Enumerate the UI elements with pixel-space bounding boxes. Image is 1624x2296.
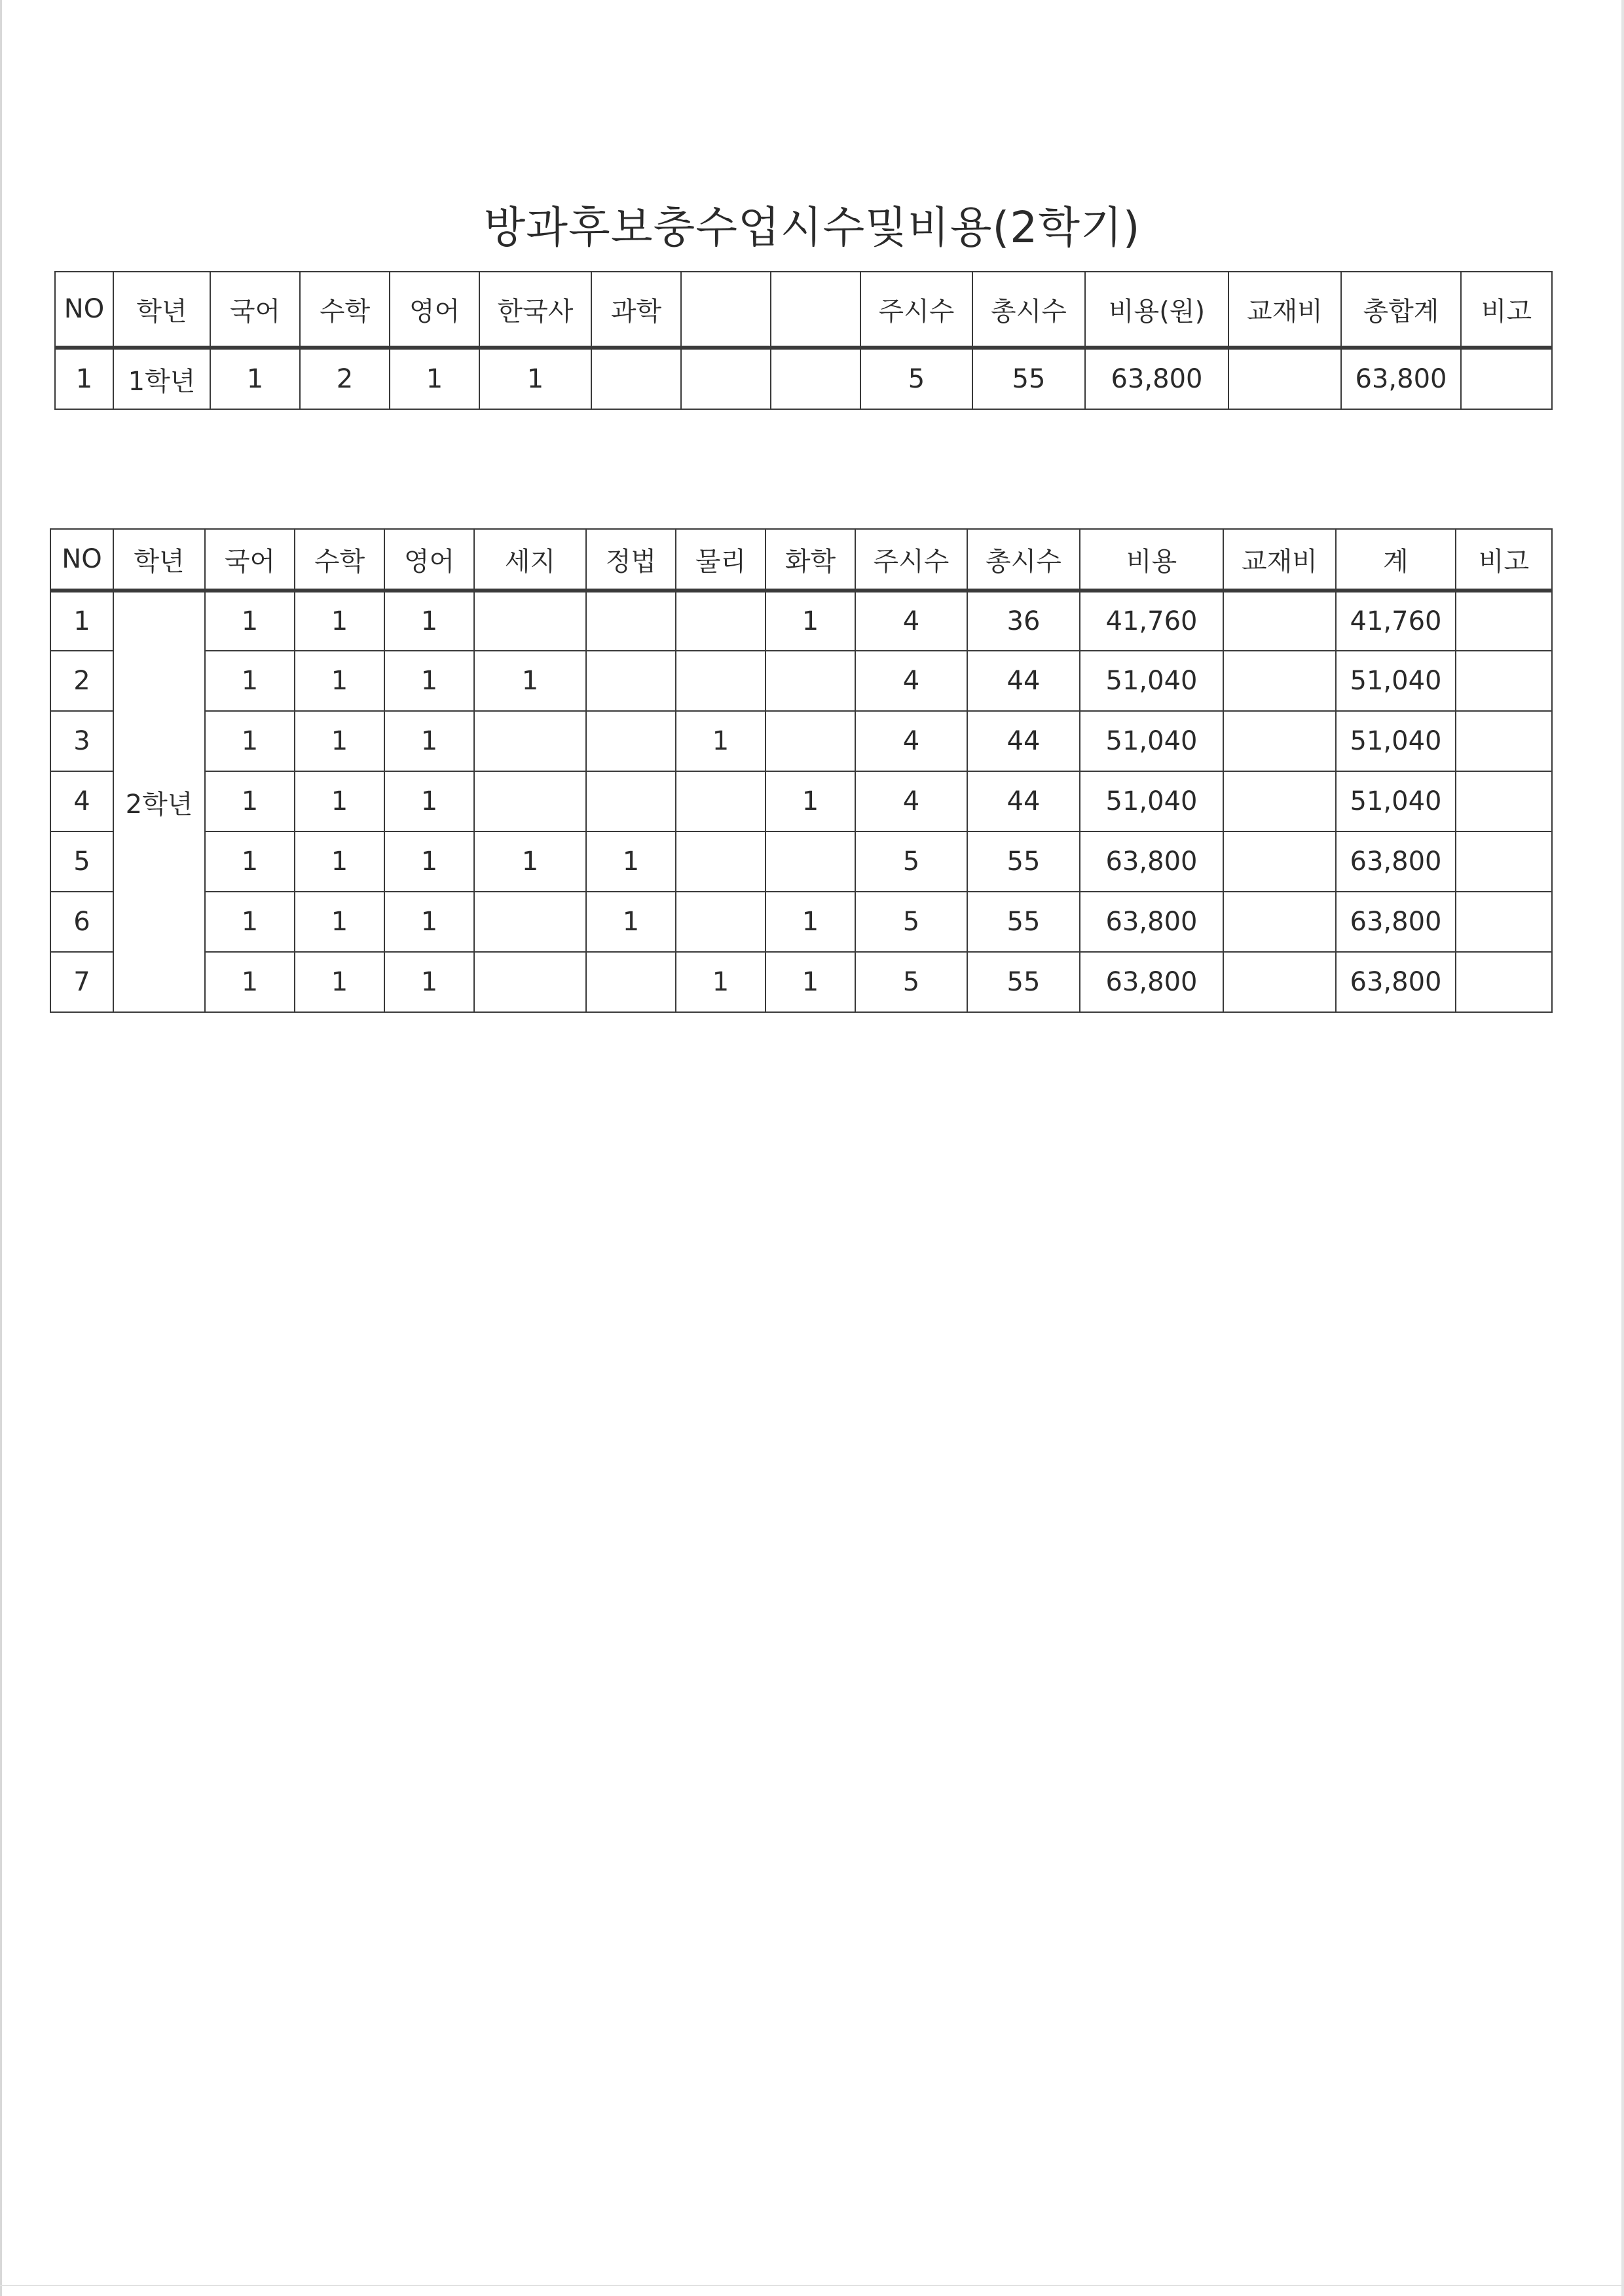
header-cell: 한국사 bbox=[479, 272, 591, 348]
table-cell: 1 bbox=[50, 591, 113, 651]
header-cell: 물리 bbox=[676, 529, 766, 591]
table-cell: 1 bbox=[479, 348, 591, 409]
table-cell bbox=[1456, 591, 1552, 651]
table-cell bbox=[586, 711, 676, 771]
table-cell: 1 bbox=[384, 831, 474, 892]
header-cell: 학년 bbox=[113, 272, 210, 348]
table-cell bbox=[766, 711, 855, 771]
header-cell: NO bbox=[50, 529, 113, 591]
table-cell: 51,040 bbox=[1336, 711, 1456, 771]
page-title: 방과후보충수업시수및비용(2학기) bbox=[483, 202, 1141, 253]
header-cell: 주시수 bbox=[860, 272, 972, 348]
table-cell: 5 bbox=[855, 892, 967, 952]
table-cell: 1 bbox=[205, 831, 295, 892]
table-cell: 63,800 bbox=[1341, 348, 1461, 409]
table-cell: 1 bbox=[384, 651, 474, 711]
table-cell: 1 bbox=[390, 348, 479, 409]
table-cell: 1 bbox=[205, 711, 295, 771]
table-cell bbox=[586, 591, 676, 651]
header-cell bbox=[771, 272, 860, 348]
table-cell: 2 bbox=[300, 348, 390, 409]
header-cell: 정법 bbox=[586, 529, 676, 591]
header-cell: 총시수 bbox=[967, 529, 1080, 591]
table-cell: 1 bbox=[766, 771, 855, 831]
header-cell: 주시수 bbox=[855, 529, 967, 591]
table-cell: 5 bbox=[50, 831, 113, 892]
table-cell: 51,040 bbox=[1080, 711, 1223, 771]
table-cell bbox=[586, 651, 676, 711]
table-cell: 1 bbox=[384, 892, 474, 952]
table-cell: 55 bbox=[967, 831, 1080, 892]
header-cell: 영어 bbox=[390, 272, 479, 348]
table-cell: 1 bbox=[384, 771, 474, 831]
table-cell: 1 bbox=[295, 651, 384, 711]
scan-edge-left bbox=[0, 0, 2, 2296]
table-cell bbox=[1223, 952, 1336, 1012]
table-cell: 4 bbox=[855, 651, 967, 711]
table-header-row bbox=[55, 272, 1552, 348]
table-cell bbox=[1456, 711, 1552, 771]
table-cell: 44 bbox=[967, 711, 1080, 771]
header-cell: 과학 bbox=[591, 272, 681, 348]
header-cell: 수학 bbox=[300, 272, 390, 348]
table-cell: 2 bbox=[50, 651, 113, 711]
table-cell bbox=[1461, 348, 1552, 409]
table-cell: 1 bbox=[205, 651, 295, 711]
table-cell bbox=[1456, 892, 1552, 952]
table-cell: 51,040 bbox=[1080, 651, 1223, 711]
table-cell: 1 bbox=[474, 651, 586, 711]
table-cell: 55 bbox=[967, 952, 1080, 1012]
header-cell: 교재비 bbox=[1228, 272, 1341, 348]
table-cell bbox=[1456, 771, 1552, 831]
table-cell bbox=[1223, 591, 1336, 651]
table-cell: 5 bbox=[855, 952, 967, 1012]
table-cell: 1 bbox=[205, 952, 295, 1012]
table-cell: 1 bbox=[205, 892, 295, 952]
header-cell: 총합계 bbox=[1341, 272, 1461, 348]
table-cell: 1 bbox=[205, 591, 295, 651]
table-cell: 63,800 bbox=[1085, 348, 1228, 409]
header-cell: 세지 bbox=[474, 529, 586, 591]
table-cell: 63,800 bbox=[1080, 952, 1223, 1012]
table-row bbox=[50, 771, 1552, 831]
table-cell: 41,760 bbox=[1080, 591, 1223, 651]
header-cell: 비용 bbox=[1080, 529, 1223, 591]
table-cell: 4 bbox=[855, 771, 967, 831]
table-cell: 1 bbox=[295, 711, 384, 771]
table-cell: 1 bbox=[586, 892, 676, 952]
table-cell bbox=[474, 591, 586, 651]
header-cell bbox=[681, 272, 771, 348]
table-cell bbox=[676, 591, 766, 651]
table-cell: 1 bbox=[384, 711, 474, 771]
scan-edge-bottom bbox=[0, 2285, 1624, 2286]
header-cell: 국어 bbox=[205, 529, 295, 591]
table-cell bbox=[1223, 651, 1336, 711]
header-cell: 비용(원) bbox=[1085, 272, 1228, 348]
header-cell: 비고 bbox=[1456, 529, 1552, 591]
table-cell bbox=[586, 952, 676, 1012]
table-cell: 55 bbox=[972, 348, 1085, 409]
table-cell bbox=[474, 771, 586, 831]
header-cell: 교재비 bbox=[1223, 529, 1336, 591]
table-cell: 1 bbox=[676, 952, 766, 1012]
table-cell bbox=[1223, 771, 1336, 831]
table-cell bbox=[676, 771, 766, 831]
table-cell: 51,040 bbox=[1336, 651, 1456, 711]
table-row bbox=[50, 831, 1552, 892]
table-cell: 4 bbox=[855, 591, 967, 651]
table-cell bbox=[1456, 952, 1552, 1012]
table-cell bbox=[676, 651, 766, 711]
grade2-hours-cost-table bbox=[50, 528, 1553, 1013]
table-cell: 1 bbox=[295, 892, 384, 952]
header-cell: NO bbox=[55, 272, 113, 348]
table-cell: 1학년 bbox=[113, 348, 210, 409]
header-cell: 비고 bbox=[1461, 272, 1552, 348]
table-cell: 55 bbox=[967, 892, 1080, 952]
table-row bbox=[50, 892, 1552, 952]
table-row bbox=[55, 348, 1552, 409]
table-cell: 1 bbox=[676, 711, 766, 771]
table-cell: 63,800 bbox=[1080, 831, 1223, 892]
table-cell bbox=[474, 952, 586, 1012]
table-header-row bbox=[50, 529, 1552, 591]
header-cell: 총시수 bbox=[972, 272, 1085, 348]
table-cell: 1 bbox=[766, 952, 855, 1012]
table-cell: 4 bbox=[50, 771, 113, 831]
table-cell: 1 bbox=[295, 771, 384, 831]
table-cell: 51,040 bbox=[1336, 771, 1456, 831]
table-cell: 63,800 bbox=[1080, 892, 1223, 952]
table-cell: 1 bbox=[586, 831, 676, 892]
table-cell: 7 bbox=[50, 952, 113, 1012]
table-cell: 5 bbox=[855, 831, 967, 892]
table-cell: 1 bbox=[295, 831, 384, 892]
table-cell bbox=[766, 831, 855, 892]
table-cell: 6 bbox=[50, 892, 113, 952]
table-cell bbox=[771, 348, 860, 409]
table-cell: 63,800 bbox=[1336, 952, 1456, 1012]
table-cell: 1 bbox=[384, 591, 474, 651]
table-cell bbox=[676, 892, 766, 952]
table-cell: 1 bbox=[205, 771, 295, 831]
table-cell: 44 bbox=[967, 651, 1080, 711]
table-cell: 1 bbox=[384, 952, 474, 1012]
table-row bbox=[50, 711, 1552, 771]
table-cell: 44 bbox=[967, 771, 1080, 831]
table-cell: 41,760 bbox=[1336, 591, 1456, 651]
table-cell bbox=[474, 892, 586, 952]
table-cell bbox=[1228, 348, 1341, 409]
table-cell bbox=[591, 348, 681, 409]
header-cell: 학년 bbox=[113, 529, 205, 591]
scan-edge-right bbox=[1621, 0, 1624, 2296]
table-cell bbox=[766, 651, 855, 711]
table-cell: 4 bbox=[855, 711, 967, 771]
table-cell bbox=[586, 771, 676, 831]
table-cell bbox=[474, 711, 586, 771]
table-cell: 1 bbox=[55, 348, 113, 409]
table-cell: 36 bbox=[967, 591, 1080, 651]
grade1-hours-cost-table bbox=[54, 271, 1553, 410]
table-row bbox=[50, 591, 1552, 651]
table-cell bbox=[1456, 831, 1552, 892]
header-cell: 계 bbox=[1336, 529, 1456, 591]
table-cell: 51,040 bbox=[1080, 771, 1223, 831]
table-row bbox=[50, 651, 1552, 711]
table-cell: 1 bbox=[766, 892, 855, 952]
header-cell: 화학 bbox=[766, 529, 855, 591]
grade-cell: 2학년 bbox=[113, 591, 205, 1012]
table-cell: 63,800 bbox=[1336, 831, 1456, 892]
table-cell: 1 bbox=[474, 831, 586, 892]
header-cell: 국어 bbox=[210, 272, 300, 348]
table-cell bbox=[1456, 651, 1552, 711]
table-cell: 5 bbox=[860, 348, 972, 409]
header-cell: 영어 bbox=[384, 529, 474, 591]
header-cell: 수학 bbox=[295, 529, 384, 591]
table-cell: 1 bbox=[295, 591, 384, 651]
table-cell bbox=[676, 831, 766, 892]
table-cell bbox=[1223, 831, 1336, 892]
table-cell bbox=[1223, 892, 1336, 952]
table-cell: 1 bbox=[210, 348, 300, 409]
table-cell: 1 bbox=[766, 591, 855, 651]
table-cell bbox=[681, 348, 771, 409]
table-cell: 63,800 bbox=[1336, 892, 1456, 952]
table-cell bbox=[1223, 711, 1336, 771]
table-cell: 3 bbox=[50, 711, 113, 771]
table-cell: 1 bbox=[295, 952, 384, 1012]
table-row bbox=[50, 952, 1552, 1012]
